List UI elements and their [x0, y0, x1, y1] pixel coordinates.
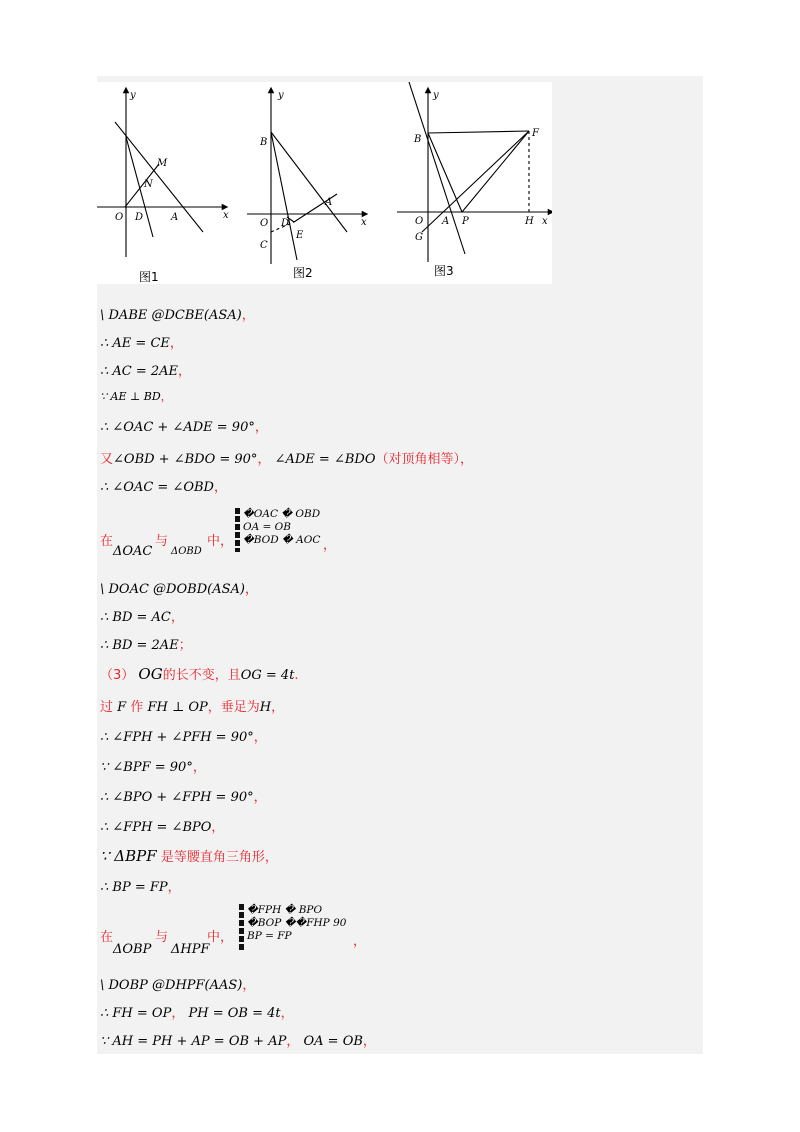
fig1-label-a: A [171, 212, 179, 223]
proof-line-3: ∴ AC = 2AE， [100, 364, 192, 379]
proof-line-21: \ DOBP @DHPF(AAS)， [100, 978, 256, 993]
proof-line-22: ∴ FH = OP， PH = OB = 4t， [100, 1006, 294, 1021]
fig3-label-y: y [433, 90, 439, 101]
fig3-label-b: B [414, 134, 422, 145]
system2-triangle-1: ΔOBP [113, 942, 152, 957]
system2-yu: 与 [155, 930, 169, 945]
fig1-label-y: y [130, 90, 136, 101]
system1-triangle-1: ΔOAC [113, 544, 153, 559]
proof-line-18: ∵ ΔBPF 是等腰直角三角形， [100, 847, 278, 865]
figure2-caption: 图2 [293, 266, 313, 280]
proof-line-23: ∵ AH = PH + AP = OB + AP， OA = OB， [100, 1034, 376, 1049]
proof-line-15: ∵ ∠BPF = 90°， [100, 760, 206, 775]
proof-line-14: ∴ ∠FPH + ∠PFH = 90°， [100, 730, 267, 745]
proof-line-13: 过 F 作 FH ⊥ OP，垂足为H， [100, 700, 285, 715]
fig2-label-y: y [278, 90, 284, 101]
fig3-label-g: G [415, 232, 423, 243]
fig1-label-o: O [115, 212, 124, 223]
proof-line-1: \ DABE @DCBE(ASA)， [100, 308, 255, 323]
system2-rows: �FPH � BPO �BOP ��FHP 90 BP = FP [247, 904, 347, 942]
system1-zhong: 中， [207, 534, 234, 549]
fig2-label-a: A [325, 197, 333, 208]
fig2-label-x: x [361, 217, 367, 228]
system1-comma: ， [323, 538, 337, 553]
proof-line-5: ∴ ∠OAC + ∠ADE = 90°， [100, 420, 268, 435]
fig3-label-a: A [442, 216, 450, 227]
proof-line-6: 又∠OBD + ∠BDO = 90°， ∠ADE = ∠BDO（对顶角相等）， [100, 452, 474, 467]
document-page [97, 76, 703, 1054]
system2-brace [239, 904, 244, 950]
fig3-label-o: O [415, 216, 424, 227]
system2-comma: ， [353, 934, 367, 949]
figure1-caption: 图1 [139, 270, 159, 284]
proof-line-17: ∴ ∠FPH = ∠BPO， [100, 820, 225, 835]
system1-brace [235, 508, 240, 552]
system1-rows: �OAC � OBD OA = OB �BOD � AOC [243, 508, 321, 546]
fig1-label-d: D [135, 212, 144, 223]
geometry-figures [97, 82, 552, 284]
proof-line-9: \ DOAC @DOBD(ASA)， [100, 582, 258, 597]
proof-line-7: ∴ ∠OAC = ∠OBD， [100, 480, 227, 495]
fig2-label-b: B [260, 137, 268, 148]
proof-line-2: ∴ AE = CE， [100, 336, 183, 351]
fig2-label-e: E [296, 230, 304, 241]
fig1-label-m: M [157, 158, 168, 169]
figure-strip [97, 82, 552, 284]
proof-line-12: （3） OG的长不变，且OG = 4t. [100, 665, 299, 683]
fig1-label-x: x [223, 210, 229, 221]
fig1-label-n: N [144, 179, 153, 190]
proof-line-4: ∵ AE ⊥ BD， [100, 390, 172, 403]
fig3-label-f: F [532, 128, 539, 139]
fig2-label-c: C [260, 240, 268, 251]
fig3-label-h: H [525, 216, 534, 227]
system2-zhong: 中， [207, 930, 234, 945]
fig2-label-o: O [260, 218, 269, 229]
proof-line-10: ∴ BD = AC， [100, 610, 184, 625]
fig3-label-p: P [462, 216, 469, 227]
proof-line-11: ∴ BD = 2AE； [100, 638, 192, 653]
fig2-label-d: D [281, 218, 290, 229]
system2-zai: 在 [100, 930, 114, 945]
figure3-caption: 图3 [434, 264, 454, 278]
system1-zai: 在 [100, 534, 114, 549]
system1-triangle-2: ΔOBD [171, 546, 202, 557]
proof-line-16: ∴ ∠BPO + ∠FPH = 90°， [100, 790, 267, 805]
proof-line-19: ∴ BP = FP， [100, 880, 181, 895]
fig3-label-x: x [542, 216, 548, 227]
system1-yu: 与 [155, 534, 169, 549]
system2-triangle-2: ΔHPF [171, 942, 210, 957]
